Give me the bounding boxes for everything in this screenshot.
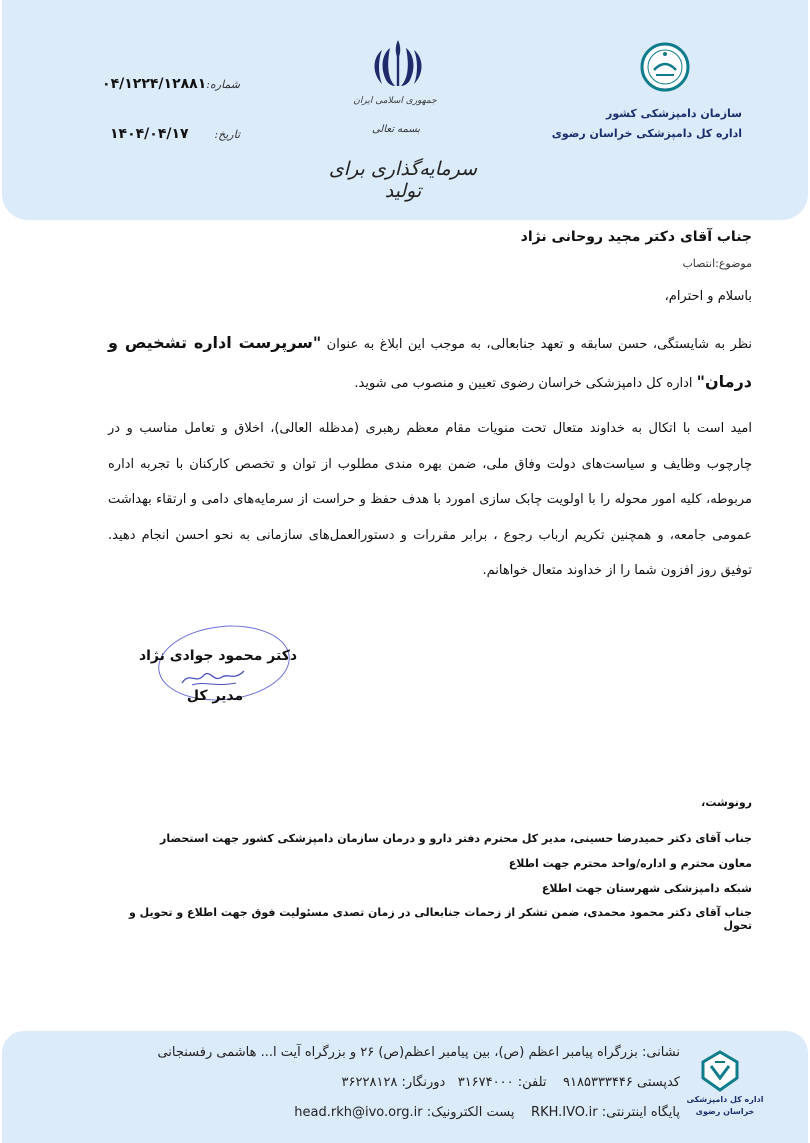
fax-label: دورنگار: xyxy=(401,1075,446,1090)
paragraph-1-end: اداره کل دامپزشکی خراسان رضوی تعیین و منصوب می شوید. xyxy=(354,376,697,391)
number-label: شماره: xyxy=(206,78,240,91)
letter-number: ۰۴/۱۲۲۴/۱۲۸۸۱ xyxy=(102,76,207,92)
cc-line-4: جناب آقای دکتر محمود محمدی، ضمن تشکر از زحمات جنابعالی در زمان تصدی مسئولیت فوق جهت اطلاع و تحویل و تحول xyxy=(128,906,752,932)
email-link[interactable]: head.rkh@ivo.org.ir xyxy=(294,1105,423,1120)
jahad-logo-icon xyxy=(640,42,690,92)
footer-contacts xyxy=(342,1075,680,1090)
website-link[interactable]: RKH.IVO.ir xyxy=(531,1105,598,1120)
postal-code: ۹۱۸۵۳۳۳۴۴۶ xyxy=(563,1075,633,1090)
emblem-caption: جمهوری اسلامی ایران xyxy=(353,96,437,106)
recipient: جناب آقای دکتر مجید روحانی نژاد xyxy=(520,229,752,245)
greeting: باسلام و احترام، xyxy=(664,289,752,304)
cc-title: رونوشت، xyxy=(701,796,752,809)
handwritten-signature-icon xyxy=(178,665,248,689)
date-label: تاریخ: xyxy=(214,128,240,141)
phone-number: ۳۱۶۷۴۰۰۰ xyxy=(457,1075,514,1090)
paragraph-1 xyxy=(108,324,752,402)
cc-line-3: شبکه دامپزشکی شهرستان جهت اطلاع xyxy=(541,882,752,895)
cc-line-1: جناب آقای دکتر حمیدرضا حسینی، مدیر کل محترم دفتر دارو و درمان سازمان دامپزشکی کشور جهت استحضار xyxy=(160,832,752,845)
letter-date: ۱۴۰۴/۰۴/۱۷ xyxy=(110,126,189,142)
postal-label: کدپستی xyxy=(637,1075,680,1090)
paragraph-2: امید است با اتکال به خداوند متعال تحت منویات مقام معظم رهبری (مدظله العالی)، اخلاق و تعامل مناسب و در چارچوب وظایف و سیاست‌های دولت وفاق ملی، ضمن بهره مندی مطلوب از توان و تخصص کارکنان با تجربه اداره مربوطه، کلیه امور محوله را با اولویت چابک سازی امورد با هدف حفظ و حراست از سرمایه‌های دامی و ارتقاء بهداشت عمومی جامعه، و همچنین تکریم ارباب رجوع ، برابر مقررات و دستورالعمل‌های سازمانی به نحو احسن انجام دهید. توفیق روز افزون شما را از خداوند متعال خواهانم. xyxy=(108,421,752,578)
reference-block xyxy=(102,76,240,176)
cc-line-2: معاون محترم و اداره/واحد محترم جهت اطلاع xyxy=(508,857,752,870)
iran-emblem-icon xyxy=(368,36,428,92)
subject: موضوع:انتصاب xyxy=(682,257,752,270)
website-label: پایگاه اینترنتی: xyxy=(601,1105,680,1120)
footer-logo-caption: اداره کل دامپزشکی خراسان رضوی xyxy=(686,1095,764,1116)
footer-web xyxy=(294,1105,680,1120)
position-title: "سرپرست اداره تشخیص و درمان" xyxy=(108,333,752,391)
organization-name xyxy=(502,104,742,144)
footer-address: نشانی: بزرگراه پیامبر اعظم (ص)، بین پیامبر اعظم(ص) ۲۶ و بزرگراه آیت ا... هاشمی رفسنجانی xyxy=(157,1045,680,1060)
bismillah: بسمه تعالی xyxy=(371,124,421,135)
org-line-2: اداره کل دامپزشکی خراسان رضوی xyxy=(551,127,742,140)
signatory-name: دکتر محمود جوادی نژاد xyxy=(138,648,298,664)
fax-number: ۳۶۲۲۸۱۲۸ xyxy=(341,1075,398,1090)
vet-organization-logo-icon xyxy=(697,1048,743,1094)
signatory-title: مدیر کل xyxy=(186,688,244,704)
phone-label: تلفن: xyxy=(517,1075,547,1090)
year-slogan: سرمایه‌گذاری برای تولید xyxy=(328,158,478,202)
org-line-1: سازمان دامپزشکی کشور xyxy=(606,107,742,120)
paragraph-1-start: نظر به شایستگی، حسن سابقه و تعهد جنابعالی، به موجب این ابلاغ به عنوان xyxy=(321,337,752,352)
email-label: پست الکترونیک: xyxy=(426,1105,515,1120)
